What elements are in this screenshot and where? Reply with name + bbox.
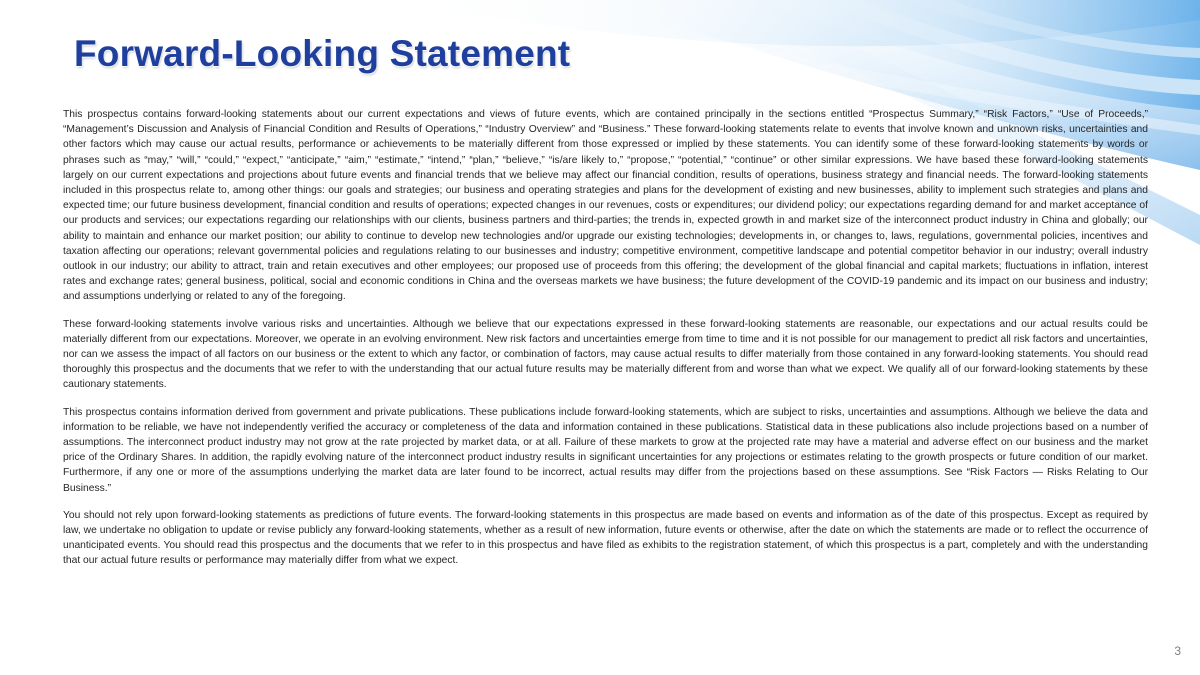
paragraph-publications-data: This prospectus contains information derived from government and private publications. These publications include forward-looking statements, which are subject to risks, uncertainties and assumptions. Although we believe the data and information to be reliable, we have not independently verified the accuracy or completeness of the data and information contained in these publications. Statistical data in these publications also include projections based on a number of assumptions. The interconnect product industry may not grow at the rate projected by market data, or at all. Failure of these markets to grow at the projected rate may have a material and adverse effect on our business and the market price of the Ordinary Shares. In addition, the rapidly evolving nature of the interconnect product industry results in significant uncertainties for any projections or estimates relating to the growth prospects or future condition of our market. Furthermore, if any one or more of the assumptions underlying the market data are later found to be incorrect, actual results may differ from the projections based on these assumptions. See “Risk Factors — Risks Relating to Our Business.” (63, 406, 1148, 494)
page-number: 3 (1174, 644, 1181, 658)
paragraph-no-reliance: You should not rely upon forward-looking statements as predictions of future events. The forward-looking statements in this prospectus are made based on events and information as of the date of this prospectus. Except as required by law, we undertake no obligation to update or revise publicly any forward-looking statements, whether as a result of new information, future events or otherwise, after the date on which the statements are made or to reflect the occurrence of unanticipated events. You should read this prospectus and the documents that we refer to in this prospectus and have filed as exhibits to the registration statement, of which this prospectus is a part, completely and with the understanding that our actual future results or performance may materially differ from what we expect. (63, 509, 1148, 567)
statement-body (63, 107, 1148, 581)
paragraph-forward-looking-scope: This prospectus contains forward-looking statements about our current expectations and views of future events, which are contained principally in the sections entitled “Prospectus Summary,” “Risk Factors,” “Use of Proceeds,” “Management’s Discussion and Analysis of Financial Condition and Results of Operations,” “Industry Overview” and “Business.” These forward-looking statements relate to events that involve known and unknown risks, uncertainties and other factors which may cause our actual results, performance or achievements to be materially different from those expressed or implied by these statements. You can identify some of these forward-looking statements by words or phrases such as “may,” “will,” “could,” “expect,” “anticipate,” “aim,” “estimate,” “intend,” “plan,” “believe,” “is/are likely to,” “propose,” “potential,” “continue” or other similar expressions. We have based these forward-looking statements largely on our current expectations and projections about future events and financial trends that we believe may affect our financial condition, results of operations, business strategy and financial needs. The forward-looking statements included in this prospectus relate to, among other things: our goals and strategies; our business and operating strategies and plans for the development of existing and new businesses, ability to implement such strategies and plans and expected time; our future business development, financial condition and results of operations; expected changes in our revenues, costs or expenditures; our dividend policy; our expectations regarding demand for and market acceptance of our products and services; our expectations regarding our relationships with our clients, business partners and third-parties; the trends in, expected growth in and market size of the interconnect product industry in China and globally; our ability to maintain and enhance our market position; our ability to continue to develop new technologies and/or upgrade our existing technologies; developments in, or changes to, laws, regulations, governmental policies, incentives and taxation affecting our operations; relevant governmental policies and regulations relating to our businesses and industry; competitive environment, competitive landscape and potential competitor behavior in our industry; overall industry outlook in our industry; our ability to attract, train and retain executives and other employees; our proposed use of proceeds from this offering; the development of the global financial and capital markets; fluctuations in inflation, interest rates and exchange rates; general business, political, social and economic conditions in China and the overseas markets we have business; the future development of the COVID-19 pandemic and its impact on our business and industry; and assumptions underlying or related to any of the foregoing. (63, 109, 1148, 303)
slide-title: Forward-Looking Statement (74, 33, 571, 74)
paragraph-risks-uncertainties: These forward-looking statements involve various risks and uncertainties. Although we believe that our expectations expressed in these forward-looking statements are reasonable, our expectations and our actual results could be materially different from our expectations. Moreover, we operate in an evolving environment. New risk factors and uncertainties emerge from time to time and it is not possible for our management to predict all risk factors and uncertainties, nor can we assess the impact of all factors on our business or the extent to which any factor, or combination of factors, may cause actual results to differ materially from those contained in any forward-looking statements. You should read thoroughly this prospectus and the documents that we refer to with the understanding that our actual future results may be materially different from and worse than what we expect. We qualify all of our forward-looking statements by these cautionary statements. (63, 318, 1148, 391)
